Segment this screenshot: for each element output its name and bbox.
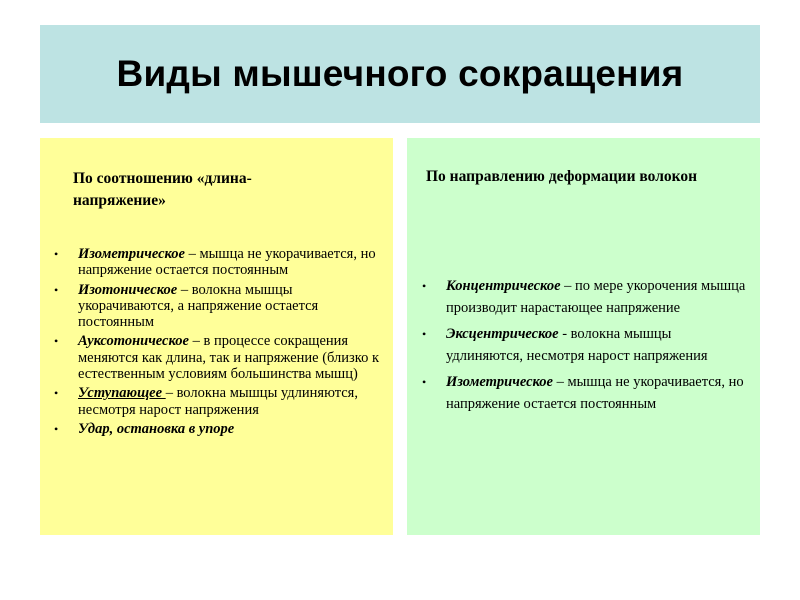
right-panel [407, 138, 760, 535]
list-item [52, 246, 382, 279]
item-desc: – мышца не укорачивается, но напряжение остается постоянным [446, 374, 744, 412]
item-desc: – мышца не укорачивается, но напряжение остается постоянным [78, 246, 376, 279]
item-term: Удар, остановка в упоре [78, 420, 235, 437]
bullet-icon: • [54, 247, 59, 261]
list-item [52, 333, 382, 382]
bullet-icon: • [54, 334, 59, 349]
bullet-icon: • [54, 282, 59, 297]
slide-title: Виды мышечного сокращения [116, 53, 684, 94]
item-desc: – волокна мышцы удлиняются, несмотря нарост напряжения [78, 385, 358, 418]
bullet-icon: • [54, 421, 59, 436]
item-term: Изометрическое [446, 374, 553, 390]
item-term: Изометрическое [78, 246, 185, 262]
list-item [52, 282, 382, 331]
list-item [420, 372, 750, 415]
list-item [52, 385, 382, 418]
item-desc: – волокна мышцы укорачиваются, а напряжение остается постоянным [78, 281, 319, 331]
item-term: Уступающее [78, 385, 166, 402]
list-item [420, 276, 750, 319]
item-desc: – по мере укорочения мышца производит нарастающее напряжение [446, 278, 746, 316]
item-term: Эксцентрическое [446, 326, 559, 342]
item-desc: – в процессе сокращения меняются как длина, так и напряжение (близко к естественным условиям большинства мышц) [78, 333, 380, 383]
right-list [420, 276, 750, 420]
item-term: Ауксотоническое [78, 333, 189, 350]
bullet-icon: • [422, 327, 427, 341]
list-item [52, 421, 382, 437]
item-term: Изотоническое [78, 281, 178, 298]
bullet-icon: • [422, 375, 427, 389]
item-desc: - волокна мышцы удлиняются, несмотря нарост напряжения [446, 326, 708, 364]
left-list [52, 246, 382, 440]
left-heading: По соотношению «длина-напряжение» [73, 170, 252, 209]
item-term: Концентрическое [446, 278, 561, 294]
list-item [420, 324, 750, 367]
bullet-icon: • [54, 386, 59, 401]
title-bar [40, 25, 760, 123]
bullet-icon: • [422, 279, 427, 293]
right-heading: По направлению деформации волокон [426, 168, 698, 185]
left-panel [40, 138, 393, 535]
